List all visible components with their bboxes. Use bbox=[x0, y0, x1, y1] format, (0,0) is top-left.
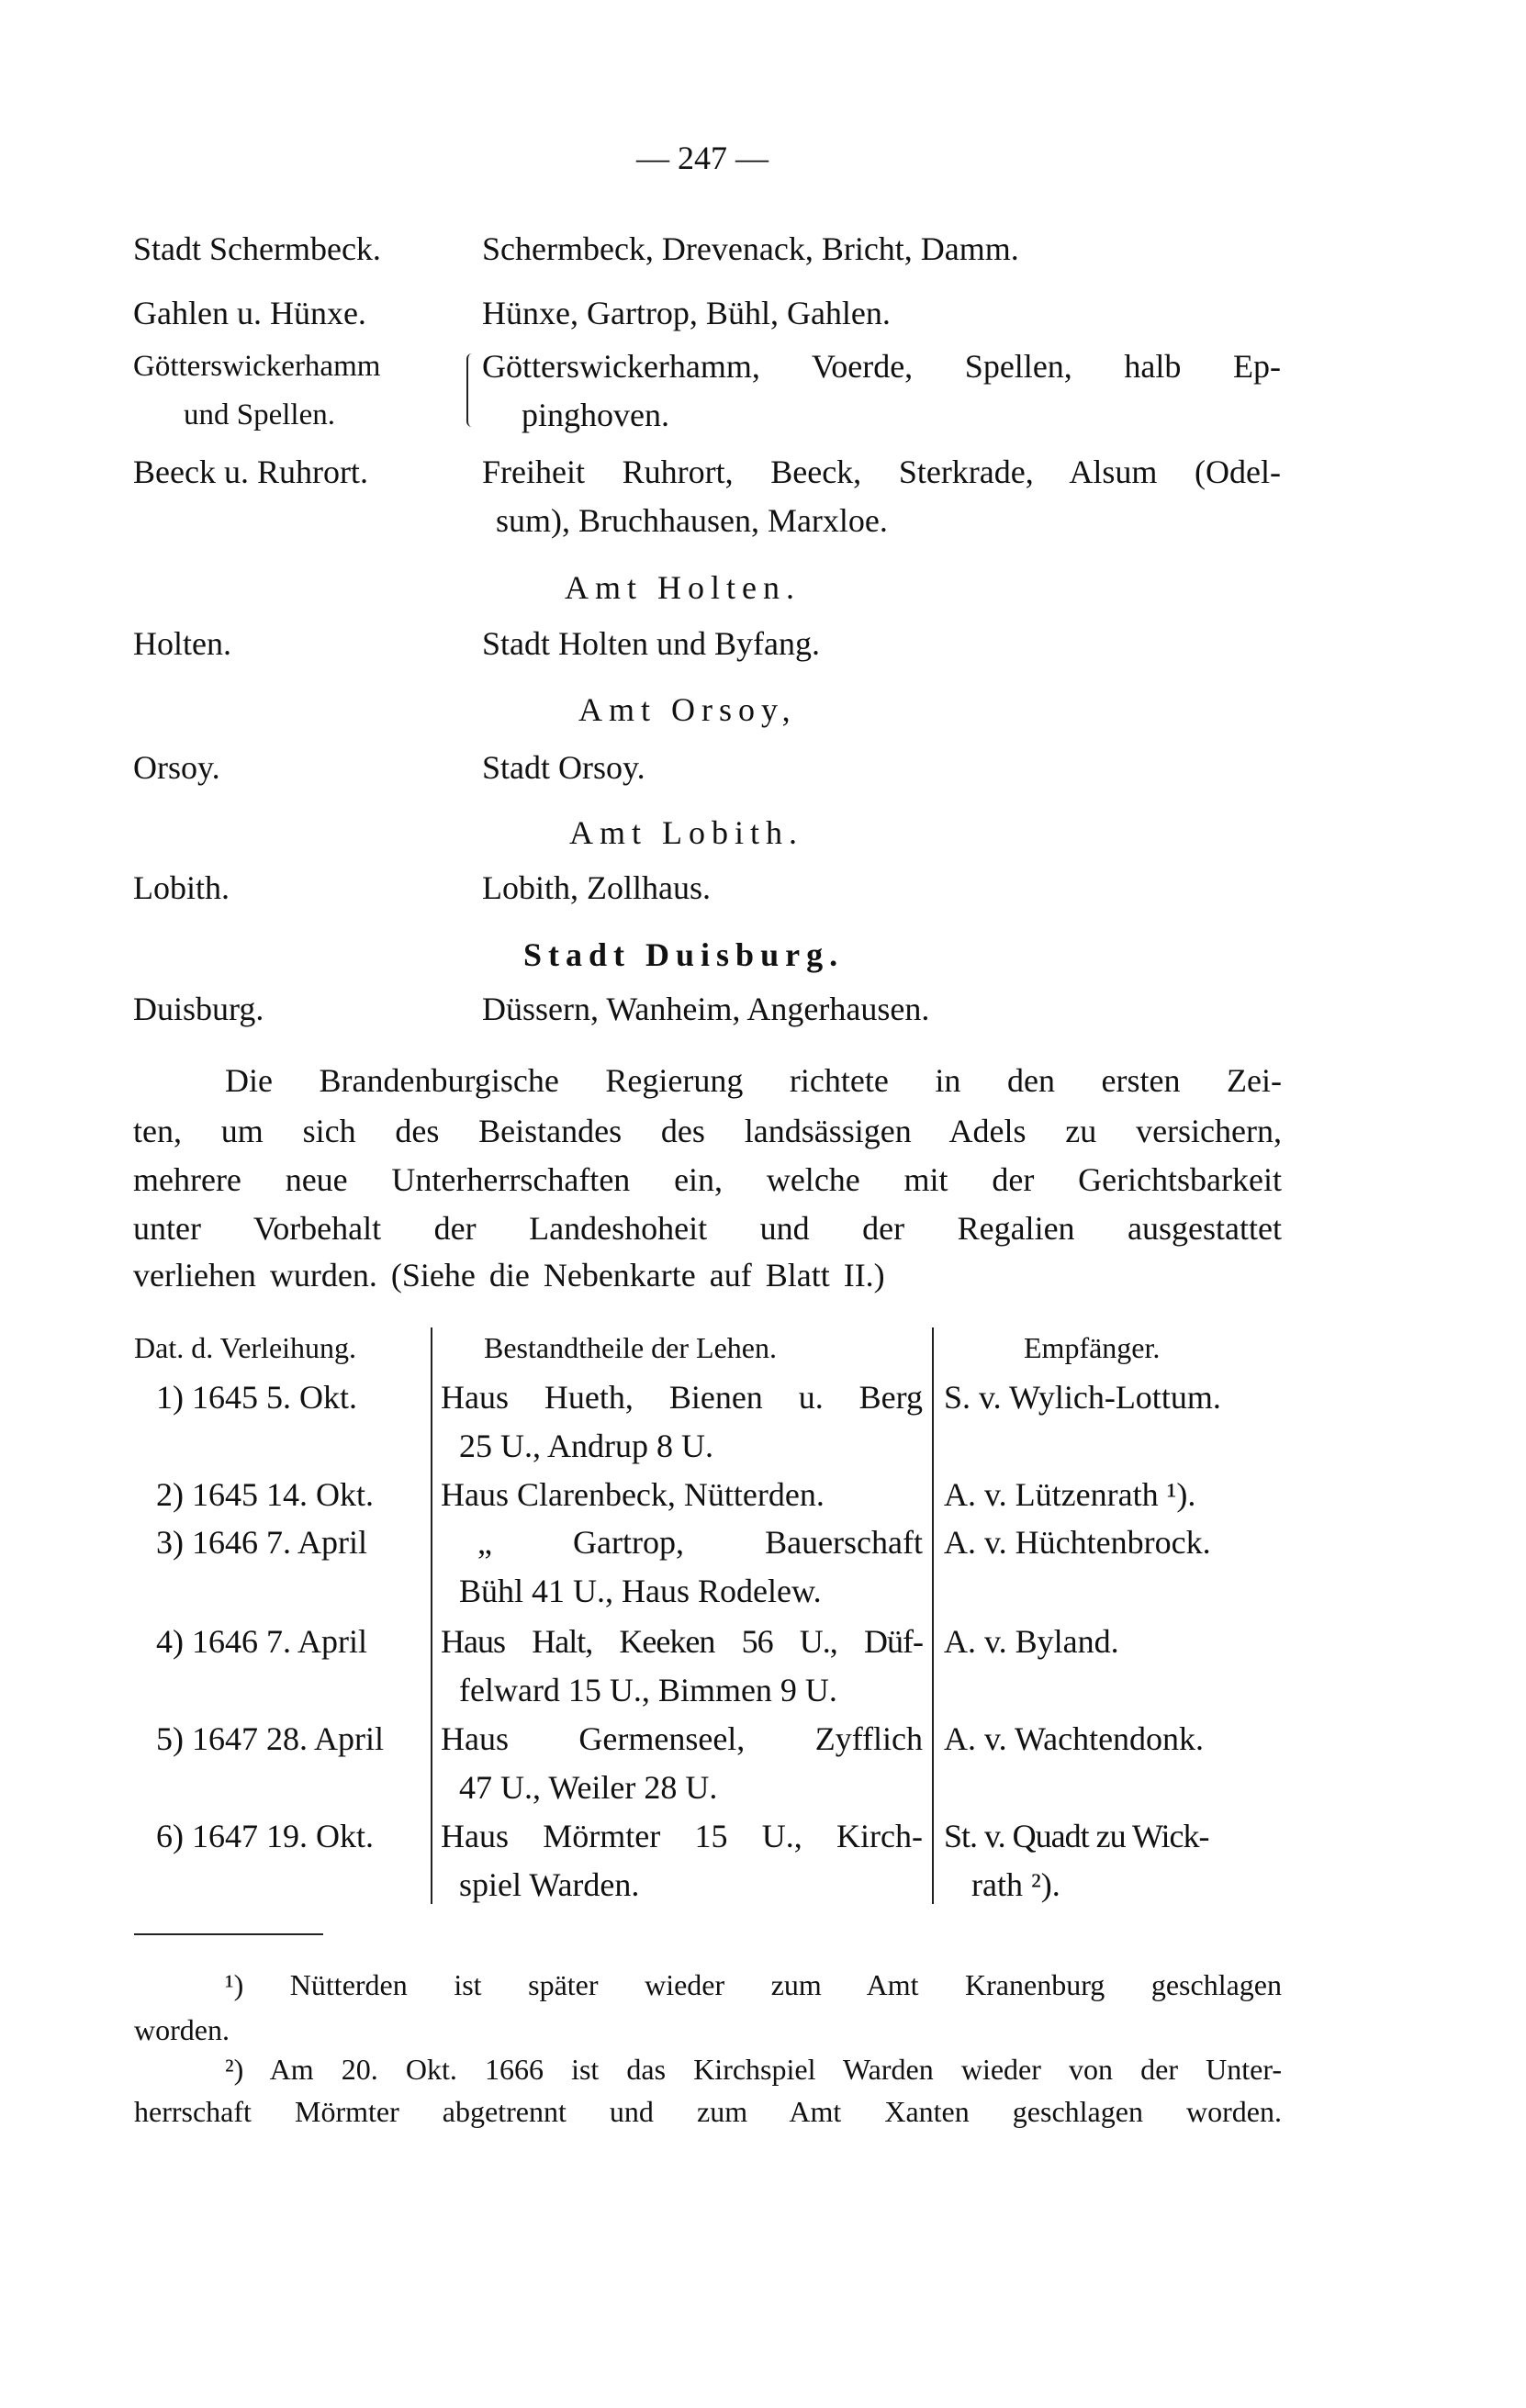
row-parts: Haus Mörmter 15 U., Kirch- bbox=[441, 1818, 923, 1854]
row-parts: Haus Germenseel, Zyfflich bbox=[441, 1720, 923, 1757]
entry-left: Götterswickerhamm bbox=[133, 350, 381, 383]
section-heading: Amt Lobith. bbox=[569, 814, 803, 851]
page-number: — 247 — bbox=[636, 140, 769, 176]
row-parts: Haus Hueth, Bienen u. Berg bbox=[441, 1379, 923, 1416]
entry-right: sum), Bruchhausen, Marxloe. bbox=[496, 502, 888, 539]
row-parts: spiel Warden. bbox=[459, 1866, 640, 1903]
paragraph-line: ten, um sich des Beistandes des landsässigen Adels zu versichern, bbox=[133, 1113, 1282, 1149]
row-recipient: S. v. Wylich-Lottum. bbox=[944, 1379, 1221, 1416]
row-date: 4) 1646 7. April bbox=[156, 1623, 367, 1660]
entry-left: Lobith. bbox=[133, 869, 230, 906]
row-parts: Haus Clarenbeck, Nütterden. bbox=[441, 1476, 825, 1513]
entry-right: Stadt Holten und Byfang. bbox=[482, 625, 820, 662]
entry-right: Hünxe, Gartrop, Bühl, Gahlen. bbox=[482, 295, 891, 331]
footnote: ²) Am 20. Okt. 1666 ist das Kirchspiel Warden wieder von der Unter- bbox=[225, 2053, 1282, 2086]
entry-left: Duisburg. bbox=[133, 991, 264, 1027]
entry-right: Freiheit Ruhrort, Beeck, Sterkrade, Alsum (Odel- bbox=[482, 454, 1281, 490]
row-parts: 25 U., Andrup 8 U. bbox=[459, 1428, 713, 1464]
row-recipient: A. v. Wachtendonk. bbox=[944, 1720, 1205, 1757]
paragraph-line: Die Brandenburgische Regierung richtete in den ersten Zei- bbox=[225, 1062, 1282, 1099]
entry-right: Lobith, Zollhaus. bbox=[482, 869, 711, 906]
row-parts: Haus Halt, Keeken 56 U., Düf- bbox=[441, 1623, 923, 1660]
row-parts: Bühl 41 U., Haus Rodelew. bbox=[459, 1573, 822, 1609]
entry-right: Stadt Orsoy. bbox=[482, 749, 645, 786]
entry-right: Schermbeck, Drevenack, Bricht, Damm. bbox=[482, 230, 1019, 267]
row-recipient: A. v. Lützenrath ¹). bbox=[944, 1476, 1196, 1513]
column-divider bbox=[431, 1327, 432, 1904]
table-header: Empfänger. bbox=[1024, 1331, 1161, 1364]
brace bbox=[466, 353, 477, 427]
paragraph-line: verliehen wurden. (Siehe die Nebenkarte auf Blatt II.) bbox=[133, 1257, 885, 1294]
entry-right: Götterswickerhamm, Voerde, Spellen, halb Ep- bbox=[482, 348, 1281, 385]
row-date: 5) 1647 28. April bbox=[156, 1720, 384, 1757]
row-date: 6) 1647 19. Okt. bbox=[156, 1818, 374, 1854]
section-heading: Amt Holten. bbox=[565, 569, 801, 606]
row-recipient: rath ²). bbox=[971, 1866, 1060, 1903]
row-parts: „ Gartrop, Bauerschaft bbox=[477, 1524, 923, 1561]
footnote: herrschaft Mörmter abgetrennt und zum Amt Xanten geschlagen worden. bbox=[134, 2095, 1282, 2128]
footnote-rule bbox=[134, 1933, 323, 1935]
row-parts: felward 15 U., Bimmen 9 U. bbox=[459, 1672, 837, 1708]
row-recipient: A. v. Hüchtenbrock. bbox=[944, 1524, 1211, 1561]
row-date: 2) 1645 14. Okt. bbox=[156, 1476, 374, 1513]
entry-left: Gahlen u. Hünxe. bbox=[133, 295, 366, 331]
column-divider bbox=[932, 1327, 934, 1904]
footnote: worden. bbox=[134, 2013, 230, 2046]
entry-left: Stadt Schermbeck. bbox=[133, 230, 381, 267]
entry-left: und Spellen. bbox=[184, 398, 335, 431]
entry-right: Düssern, Wanheim, Angerhausen. bbox=[482, 991, 930, 1027]
row-parts: 47 U., Weiler 28 U. bbox=[459, 1769, 718, 1806]
entry-left: Holten. bbox=[133, 625, 231, 662]
footnote: ¹) Nütterden ist später wieder zum Amt Kranenburg geschlagen bbox=[225, 1968, 1282, 2001]
entry-left: Orsoy. bbox=[133, 749, 220, 786]
table-header: Bestandtheile der Lehen. bbox=[484, 1331, 777, 1364]
row-date: 1) 1645 5. Okt. bbox=[156, 1379, 357, 1416]
section-heading: Amt Orsoy, bbox=[578, 691, 797, 728]
paragraph-line: unter Vorbehalt der Landeshoheit und der Regalien ausgestattet bbox=[133, 1210, 1282, 1247]
paragraph-line: mehrere neue Unterherrschaften ein, welche mit der Gerichtsbarkeit bbox=[133, 1161, 1282, 1198]
row-date: 3) 1646 7. April bbox=[156, 1524, 367, 1561]
section-heading: Stadt Duisburg. bbox=[523, 936, 845, 973]
entry-right: pinghoven. bbox=[522, 397, 669, 433]
table-header: Dat. d. Verleihung. bbox=[134, 1331, 357, 1364]
row-recipient: St. v. Quadt zu Wick- bbox=[944, 1818, 1209, 1854]
row-recipient: A. v. Byland. bbox=[944, 1623, 1119, 1660]
entry-left: Beeck u. Ruhrort. bbox=[133, 454, 368, 490]
